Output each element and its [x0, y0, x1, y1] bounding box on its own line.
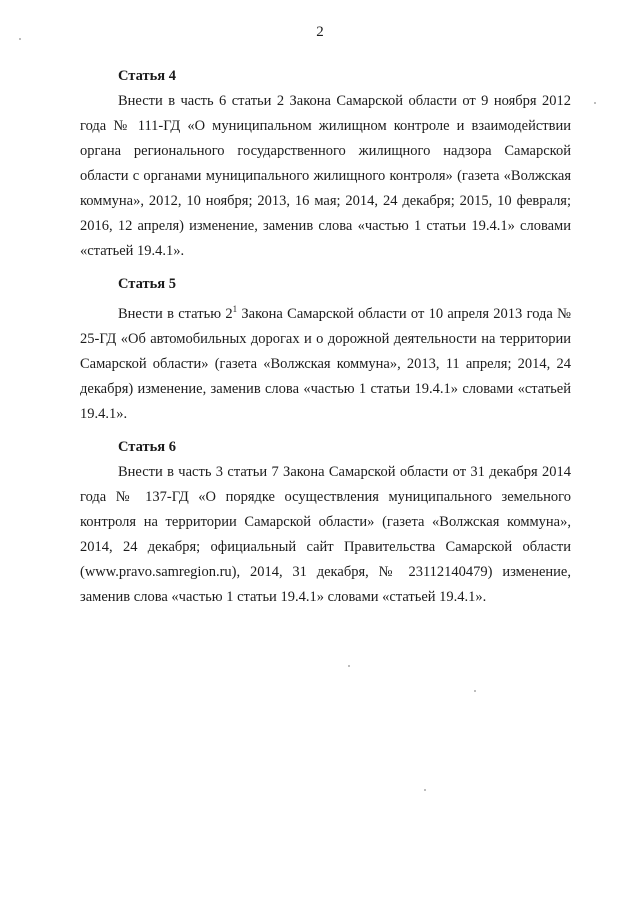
article-heading: Статья 5 [118, 276, 176, 292]
scan-speck [424, 789, 426, 791]
scan-speck [474, 690, 476, 692]
article-5 [80, 272, 571, 427]
scan-speck [594, 102, 596, 104]
paragraph-text-start: Внести в статью 2 [118, 305, 233, 322]
article-heading: Статья 6 [118, 438, 176, 455]
article-6 [80, 435, 571, 610]
scan-speck [348, 665, 350, 667]
document-body [80, 56, 571, 610]
article-4 [80, 64, 571, 264]
article-paragraph: Внести в часть 3 статьи 7 Закона Самарской области от 31 декабря 2014 года № 137-ГД «О порядке осуществления муниципального земельного контроля на территории Самарской области» (газета «Волжская коммуна», 2014, 24 декабря; официальный сайт Правительства Самарской области (www.pravo.samregion.ru), 2014, 31 декабря, № 23112140479) изменение, заменив слова «частью 1 статьи 19.4.1» словами «статьей 19.4.1». [80, 463, 571, 605]
page-number: 2 [316, 24, 324, 40]
paragraph-text-end: Закона Самарской области от 10 апреля 2013 года № 25-ГД «Об автомобильных дорогах и о дорожной деятельности на территории Самарской области» (газета «Волжская коммуна», 2013, 11 апреля; 2014, 24 декабря) изменение, заменив слова «частью 1 статьи 19.4.1» словами «статьей 19.4.1». [80, 305, 571, 422]
article-paragraph: Внести в часть 6 статьи 2 Закона Самарской области от 9 ноября 2012 года № 111-ГД «О муниципальном жилищном контроле и взаимодействии органа регионального государственного жилищного надзора Самарской области с органами муниципального жилищного контроля» (газета «Волжская коммуна», 2012, 10 ноября; 2013, 16 мая; 2014, 24 декабря; 2015, 10 февраля; 2016, 12 апреля) изменение, заменив слова «частью 1 статьи 19.4.1» словами «статьей 19.4.1». [80, 93, 571, 259]
article-heading: Статья 4 [118, 68, 176, 84]
scan-speck [19, 38, 21, 40]
article-paragraph [80, 297, 571, 427]
superscript-1: 1 [232, 304, 238, 314]
